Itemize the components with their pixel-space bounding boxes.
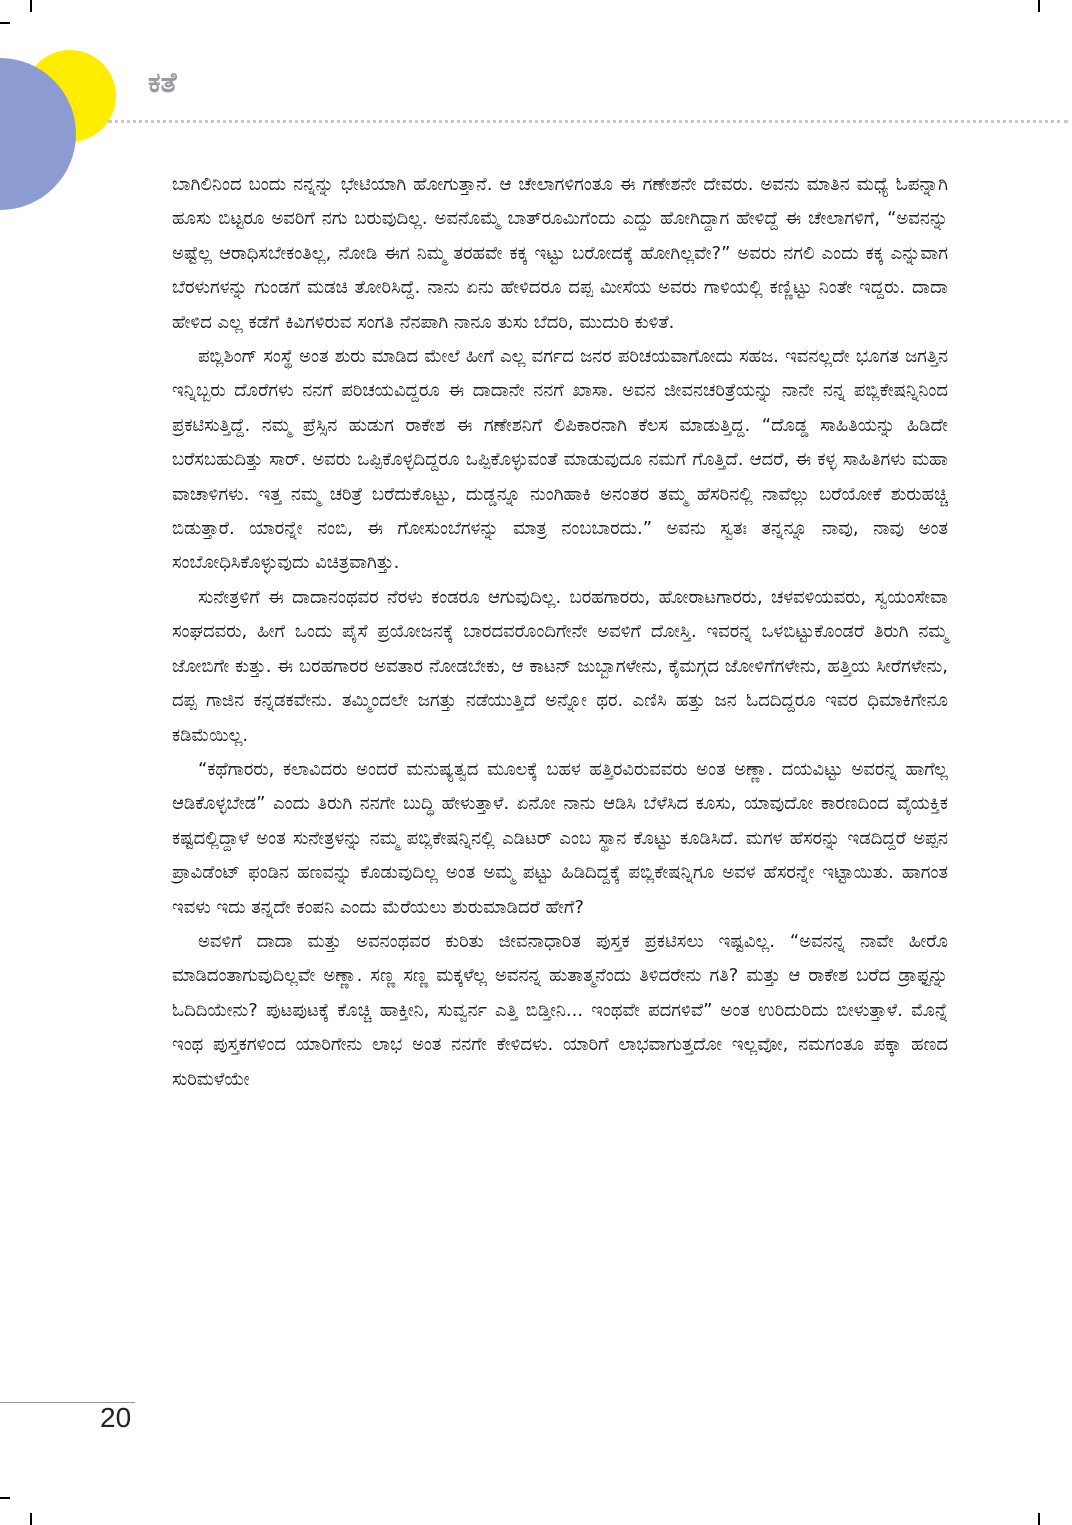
paragraph-5: ಅವಳಿಗೆ ದಾದಾ ಮತ್ತು ಅವನಂಥವರ ಕುರಿತು ಜೀವನಾಧಾರಿತ ಪುಸ್ತಕ ಪ್ರಕಟಿಸಲು ಇಷ್ಟವಿಲ್ಲ. “ಅವನನ್ನ ನಾವೇ ಹೀರೊ ಮಾಡಿದಂತಾಗುವುದಿಲ್ಲವೇ ಅಣ್ಣಾ. ಸಣ್ಣ ಸಣ್ಣ ಮಕ್ಕಳೆಲ್ಲ ಅವನನ್ನ ಹುತಾತ್ಮನೆಂದು ತಿಳಿದರೇನು ಗತಿ? ಮತ್ತು ಆ ರಾಕೇಶ ಬರೆದ ಡ್ರಾಫ್ಟನ್ನು ಓದಿದಿಯೇನು? ಪುಟಪುಟಕ್ಕೆ ಕೊಚ್ಚಿ ಹಾಕ್ತೀನಿ, ಸುವ್ವರ್ನ ಎತ್ತಿ ಬಿಡ್ತೀನಿ... ಇಂಥವೇ ಪದಗಳಿವೆ” ಅಂತ ಉರಿದುರಿದು ಬೀಳುತ್ತಾಳೆ. ಮೊನ್ನೆ ಇಂಥ ಪುಸ್ತಕಗಳಿಂದ ಯಾರಿಗೇನು ಲಾಭ ಅಂತ ನನಗೇ ಕೇಳಿದಳು. ಯಾರಿಗೆ ಲಾಭವಾಗುತ್ತದೋ ಇಲ್ಲವೋ, ನಮಗಂತೂ ಪಕ್ಕಾ ಹಣದ ಸುರಿಮಳೆಯೇ [172,930,948,1090]
crop-mark-left-upper [0,22,10,24]
paragraph-3: ಸುನೇತ್ರಳಿಗೆ ಈ ದಾದಾನಂಥವರ ನೆರಳು ಕಂಡರೂ ಆಗುವುದಿಲ್ಲ. ಬರಹಗಾರರು, ಹೋರಾಟಗಾರರು, ಚಳವಳಿಯವರು, ಸ್ವಯಂಸೇವಾ ಸಂಘದವರು, ಹೀಗೆ ಒಂದು ಪೈಸೆ ಪ್ರಯೋಜನಕ್ಕೆ ಬಾರದವರೊಂದಿಗೇನೇ ಅವಳಿಗೆ ದೋಸ್ತಿ. ಇವರನ್ನ ಒಳಬಿಟ್ಟುಕೊಂಡರೆ ತಿರುಗಿ ನಮ್ಮ ಜೋಬಿಗೇ ಕುತ್ತು. ಈ ಬರಹಗಾರರ ಅವತಾರ ನೋಡಬೇಕು, ಆ ಕಾಟನ್ ಜುಬ್ಬಾಗಳೇನು, ಕೈಮಗ್ಗದ ಜೋಳಿಗೆಗಳೇನು, ಹತ್ತಿಯ ಸೀರೆಗಳೇನು, ದಪ್ಪ ಗಾಜಿನ ಕನ್ನಡಕವೇನು. ತಮ್ಮಿಂದಲೇ ಜಗತ್ತು ನಡೆಯುತ್ತಿದೆ ಅನ್ನೋ ಥರ. ಎಣಿಸಿ ಹತ್ತು ಜನ ಓದದಿದ್ದರೂ ಇವರ ಧಿಮಾಕಿಗೇನೂ ಕಡಿಮೆಯಿಲ್ಲ. [172,586,948,746]
paragraph-2: ಪಬ್ಲಿಶಿಂಗ್ ಸಂಸ್ಥೆ ಅಂತ ಶುರು ಮಾಡಿದ ಮೇಲೆ ಹೀಗೆ ಎಲ್ಲ ವರ್ಗದ ಜನರ ಪರಿಚಯವಾಗೋದು ಸಹಜ. ಇವನಲ್ಲದೇ ಭೂಗತ ಜಗತ್ತಿನ ಇನ್ನಿಬ್ಬರು ದೊರೆಗಳು ನನಗೆ ಪರಿಚಯವಿದ್ದರೂ ಈ ದಾದಾನೇ ನನಗೆ ಖಾಸಾ. ಅವನ ಜೀವನಚರಿತ್ರೆಯನ್ನು ನಾನೇ ನನ್ನ ಪಬ್ಲಿಕೇಷನ್ನಿನಿಂದ ಪ್ರಕಟಿಸುತ್ತಿದ್ದೆ. ನಮ್ಮ ಪ್ರೆಸ್ಸಿನ ಹುಡುಗ ರಾಕೇಶ ಈ ಗಣೇಶನಿಗೆ ಲಿಪಿಕಾರನಾಗಿ ಕೆಲಸ ಮಾಡುತ್ತಿದ್ದ. “ದೊಡ್ಡ ಸಾಹಿತಿಯನ್ನು ಹಿಡಿದೇ ಬರೆಸಬಹುದಿತ್ತು ಸಾರ್. ಅವರು ಒಪ್ಪಿಕೊಳ್ಳದಿದ್ದರೂ ಒಪ್ಪಿಕೊಳ್ಳುವಂತೆ ಮಾಡುವುದೂ ನಮಗೆ ಗೊತ್ತಿದೆ. ಆದರೆ, ಈ ಕಳ್ಳ ಸಾಹಿತಿಗಳು ಮಹಾ ವಾಚಾಳಿಗಳು. ಇತ್ತ ನಮ್ಮ ಚರಿತ್ರೆ ಬರೆದುಕೊಟ್ಟು, ದುಡ್ಡನ್ನೂ ನುಂಗಿಹಾಕಿ ಅನಂತರ ತಮ್ಮ ಹೆಸರಿನಲ್ಲಿ ನಾವೆಲ್ಲು ಬರೆಯೋಕೆ ಶುರುಹಚ್ಚಿ ಬಿಡುತ್ತಾರೆ. ಯಾರನ್ನೇ ನಂಬಿ, ಈ ಗೋಸುಂಬೆಗಳನ್ನು ಮಾತ್ರ ನಂಬಬಾರದು.” ಅವನು ಸ್ವತಃ ತನ್ನನ್ನೂ ನಾವು, ನಾವು ಅಂತ ಸಂಬೋಧಿಸಿಕೊಳ್ಳುವುದು ವಿಚಿತ್ರವಾಗಿತ್ತು. [172,346,948,574]
page-number: 20 [100,1402,132,1433]
crop-mark-bottom-left [30,1513,32,1525]
story-text [172,168,948,1097]
crop-mark-left-lower [0,1497,10,1499]
dotted-separator [108,120,1068,123]
crop-mark-top-right [1038,0,1040,12]
crop-mark-top-left [30,0,32,12]
paragraph-4: “ಕಥೆಗಾರರು, ಕಲಾವಿದರು ಅಂದರೆ ಮನುಷ್ಯತ್ವದ ಮೂಲಕ್ಕೆ ಬಹಳ ಹತ್ತಿರವಿರುವವರು ಅಂತ ಅಣ್ಣಾ. ದಯವಿಟ್ಟು ಅವರನ್ನ ಹಾಗೆಲ್ಲ ಆಡಿಕೊಳ್ಳಬೇಡ” ಎಂದು ತಿರುಗಿ ನನಗೇ ಬುದ್ಧಿ ಹೇಳುತ್ತಾಳೆ. ಏನೋ ನಾನು ಆಡಿಸಿ ಬೆಳೆಸಿದ ಕೂಸು, ಯಾವುದೋ ಕಾರಣದಿಂದ ವೈಯಕ್ತಿಕ ಕಷ್ಟದಲ್ಲಿದ್ದಾಳೆ ಅಂತ ಸುನೇತ್ರಳನ್ನು ನಮ್ಮ ಪಬ್ಲಿಕೇಷನ್ನಿನಲ್ಲಿ ಎಡಿಟರ್ ಎಂಬ ಸ್ಥಾನ ಕೊಟ್ಟು ಕೂಡಿಸಿದೆ. ಮಗಳ ಹೆಸರನ್ನು ಇಡದಿದ್ದರೆ ಅಪ್ಪನ ಪ್ರಾವಿಡೆಂಟ್ ಫಂಡಿನ ಹಣವನ್ನು ಕೊಡುವುದಿಲ್ಲ ಅಂತ ಅಮ್ಮ ಪಟ್ಟು ಹಿಡಿದಿದ್ದಕ್ಕೆ ಪಬ್ಲಿಕೇಷನ್ನಿಗೂ ಅವಳ ಹೆಸರನ್ನೇ ಇಟ್ಟಾಯಿತು. ಹಾಗಂತ ಇವಳು ಇದು ತನ್ನದೇ ಕಂಪನಿ ಎಂದು ಮೆರೆಯಲು ಶುರುಮಾಡಿದರೆ ಹೇಗೆ? [172,758,948,918]
crop-mark-bottom-right [1038,1513,1040,1525]
decorative-circles [0,50,140,210]
section-title: ಕತೆ [148,66,177,99]
paragraph-1: ಬಾಗಿಲಿನಿಂದ ಬಂದು ನನ್ನನ್ನು ಭೇಟಿಯಾಗಿ ಹೋಗುತ್ತಾನೆ. ಆ ಚೇಲಾಗಳಿಗಂತೂ ಈ ಗಣೇಶನೇ ದೇವರು. ಅವನು ಮಾತಿನ ಮಧ್ಯೆ ಓಪನ್ನಾಗಿ ಹೂಸು ಬಿಟ್ಟರೂ ಅವರಿಗೆ ನಗು ಬರುವುದಿಲ್ಲ. ಅವನೊಮ್ಮೆ ಬಾತ್‌ರೂಮಿಗೆಂದು ಎದ್ದು ಹೋಗಿದ್ದಾಗ ಹೇಳಿದ್ದೆ ಈ ಚೇಲಾಗಳಿಗೆ, “ಅವನನ್ನು ಅಷ್ಟೆಲ್ಲ ಆರಾಧಿಸಬೇಕಂತಿಲ್ಲ, ನೋಡಿ ಈಗ ನಿಮ್ಮ ತರಹವೇ ಕಕ್ಕ ಇಟ್ಟು ಬರೋದಕ್ಕೆ ಹೋಗಿಲ್ಲವೇ?” ಅವರು ನಗಲಿ ಎಂದು ಕಕ್ಕ ಎನ್ನುವಾಗ ಬೆರಳುಗಳನ್ನು ಗುಂಡಗೆ ಮಡಚಿ ತೋರಿಸಿದ್ದೆ. ನಾನು ಏನು ಹೇಳಿದರೂ ದಪ್ಪ ಮೀಸೆಯ ಅವರು ಗಾಳಿಯಲ್ಲಿ ಕಣ್ಣಿಟ್ಟು ನಿಂತೇ ಇದ್ದರು. ದಾದಾ ಹೇಳಿದ ಎಲ್ಲ ಕಡೆಗೆ ಕಿವಿಗಳಿರುವ ಸಂಗತಿ ನೆನಪಾಗಿ ನಾನೂ ತುಸು ಬೆದರಿ, ಮುದುರಿ ಕುಳಿತೆ. [172,174,948,333]
